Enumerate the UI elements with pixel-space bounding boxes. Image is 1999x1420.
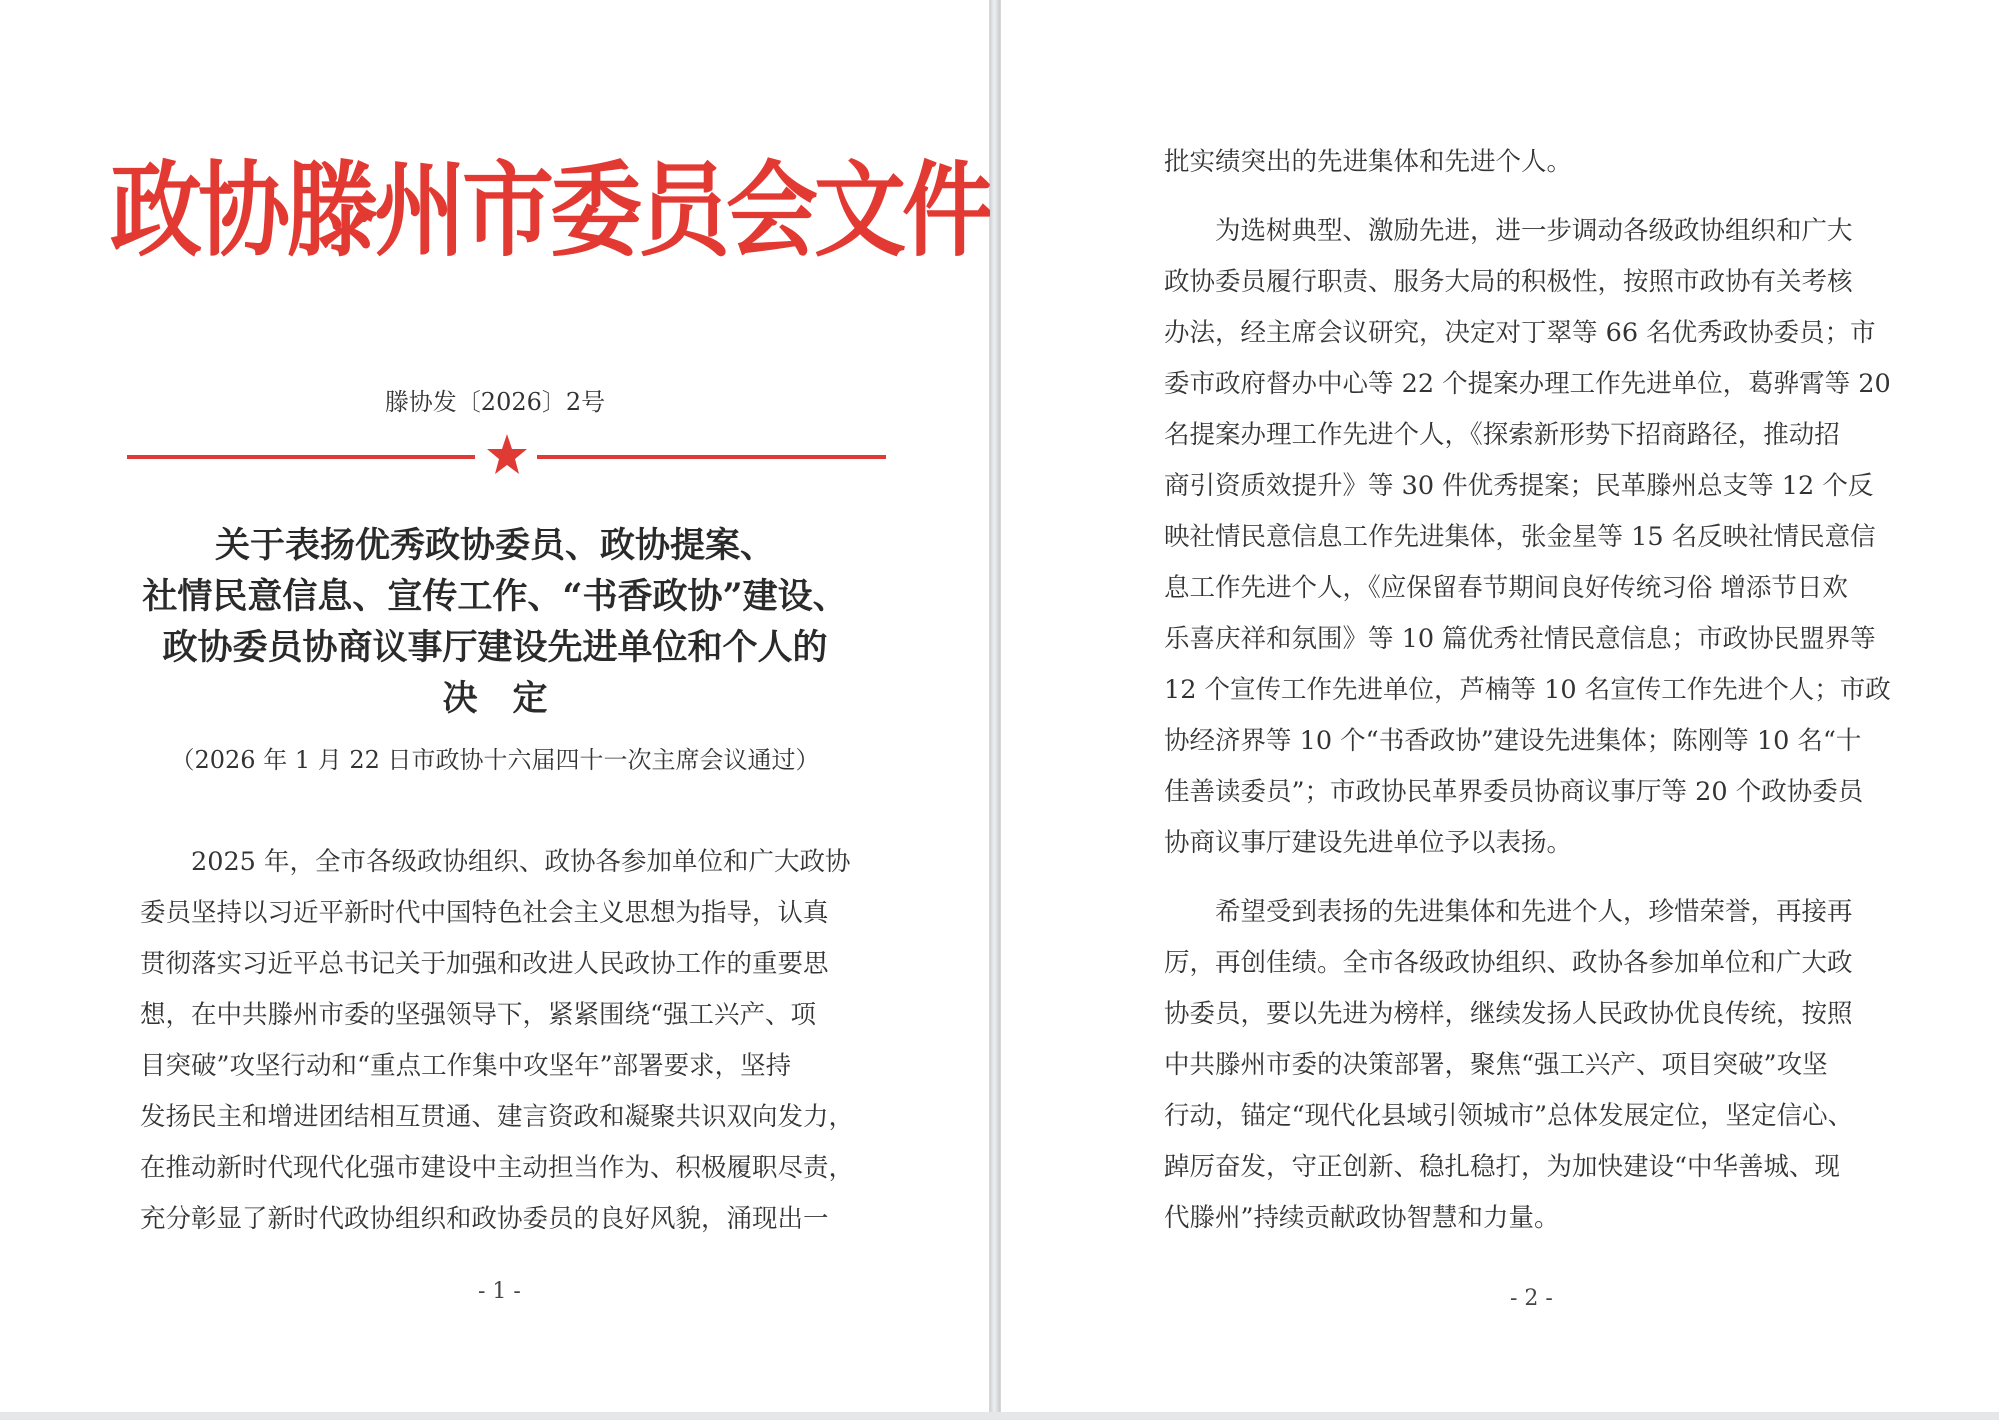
title-line: 决 定 [442, 678, 548, 719]
text-line: 政协委员履行职责、服务大局的积极性，按照市政协有关考核 [1164, 267, 1853, 297]
text-line: 充分彰显了新时代政协组织和政协委员的良好风貌，涌现出一 [140, 1204, 829, 1234]
title-line: 政协委员协商议事厅建设先进单位和个人的 [162, 627, 828, 668]
text-line: 贯彻落实习近平总书记关于加强和改进人民政协工作的重要思 [140, 949, 829, 979]
text-line: 在推动新时代现代化强市建设中主动担当作为、积极履职尽责， [140, 1153, 855, 1183]
text-line: 佳善读委员”；市政协民革界委员协商议事厅等 20 个政协委员 [1164, 777, 1864, 807]
document-number: 滕协发〔2026〕2号 [384, 388, 606, 416]
text-line: 代滕州”持续贡献政协智慧和力量。 [1164, 1203, 1560, 1233]
body-paragraph [140, 837, 870, 1245]
document-subtitle: （2026 年 1 月 22 日市政协十六届四十一次主席会议通过） [170, 746, 820, 774]
text-line: 协商议事厅建设先进单位予以表扬。 [1164, 828, 1573, 858]
document-masthead: 政协滕州市委员会文件 [110, 149, 991, 271]
red-divider-right [537, 455, 886, 459]
text-line: 踔厉奋发，守正创新、稳扎稳打，为加快建设“中华善城、现 [1164, 1152, 1841, 1182]
paragraph-gap [1164, 188, 1902, 206]
text-line: 为选树典型、激励先进，进一步调动各级政协组织和广大 [1164, 216, 1853, 246]
body-text-page-2 [1164, 137, 1902, 1244]
text-line: 2025 年，全市各级政协组织、政协各参加单位和广大政协 [140, 847, 851, 877]
scan-bottom-edge [0, 1412, 1999, 1420]
page-number: - 2 - [1510, 1286, 1553, 1311]
text-line: 厉，再创佳绩。全市各级政协组织、政协各参加单位和广大政 [1164, 948, 1853, 978]
text-line: 想，在中共滕州市委的坚强领导下，紧紧围绕“强工兴产、项 [140, 1000, 817, 1030]
text-line: 委市政府督办中心等 22 个提案办理工作先进单位，葛骅霄等 20 [1164, 369, 1891, 399]
text-line: 乐喜庆祥和氛围》等 10 篇优秀社情民意信息；市政协民盟界等 [1164, 624, 1876, 654]
text-line: 协经济界等 10 个“书香政协”建设先进集体；陈刚等 10 名“十 [1164, 726, 1862, 756]
text-line: 委员坚持以习近平新时代中国特色社会主义思想为指导，认真 [140, 898, 829, 928]
title-line: 社情民意信息、宣传工作、“书香政协”建设、 [142, 576, 848, 617]
text-line: 名提案办理工作先进个人，《探索新形势下招商路径，推动招 [1164, 420, 1840, 450]
red-divider-left [127, 455, 475, 459]
text-line: 发扬民主和增进团结相互贯通、建言资政和凝聚共识双向发力， [140, 1102, 855, 1132]
red-star-icon [486, 432, 528, 476]
text-line: 商引资质效提升》等 30 件优秀提案；民革滕州总支等 12 个反 [1164, 471, 1874, 501]
text-line: 行动，锚定“现代化县域引领城市”总体发展定位，坚定信心、 [1164, 1101, 1854, 1131]
page-number: - 1 - [478, 1279, 521, 1304]
paragraph-gap [1164, 869, 1902, 887]
text-line: 中共滕州市委的决策部署，聚焦“强工兴产、项目突破”攻坚 [1164, 1050, 1828, 1080]
text-line: 映社情民意信息工作先进集体，张金星等 15 名反映社情民意信 [1164, 522, 1876, 552]
text-line: 目突破”攻坚行动和“重点工作集中攻坚年”部署要求，坚持 [140, 1051, 792, 1081]
text-line: 息工作先进个人，《应保留春节期间良好传统习俗 增添节日欢 [1164, 573, 1848, 603]
text-line: 希望受到表扬的先进集体和先进个人，珍惜荣誉，再接再 [1164, 897, 1853, 927]
document-title [120, 520, 870, 724]
text-line: 办法，经主席会议研究，决定对丁翠等 66 名优秀政协委员；市 [1164, 318, 1876, 348]
text-line: 协委员，要以先进为榜样，继续发扬人民政协优良传统，按照 [1164, 999, 1853, 1029]
page-1 [0, 0, 990, 1420]
page-gutter [990, 0, 1000, 1420]
text-line: 12 个宣传工作先进单位，芦楠等 10 名宣传工作先进个人；市政 [1164, 675, 1891, 705]
text-line: 批实绩突出的先进集体和先进个人。 [1164, 147, 1573, 177]
title-line: 关于表扬优秀政协委员、政协提案、 [214, 525, 775, 566]
